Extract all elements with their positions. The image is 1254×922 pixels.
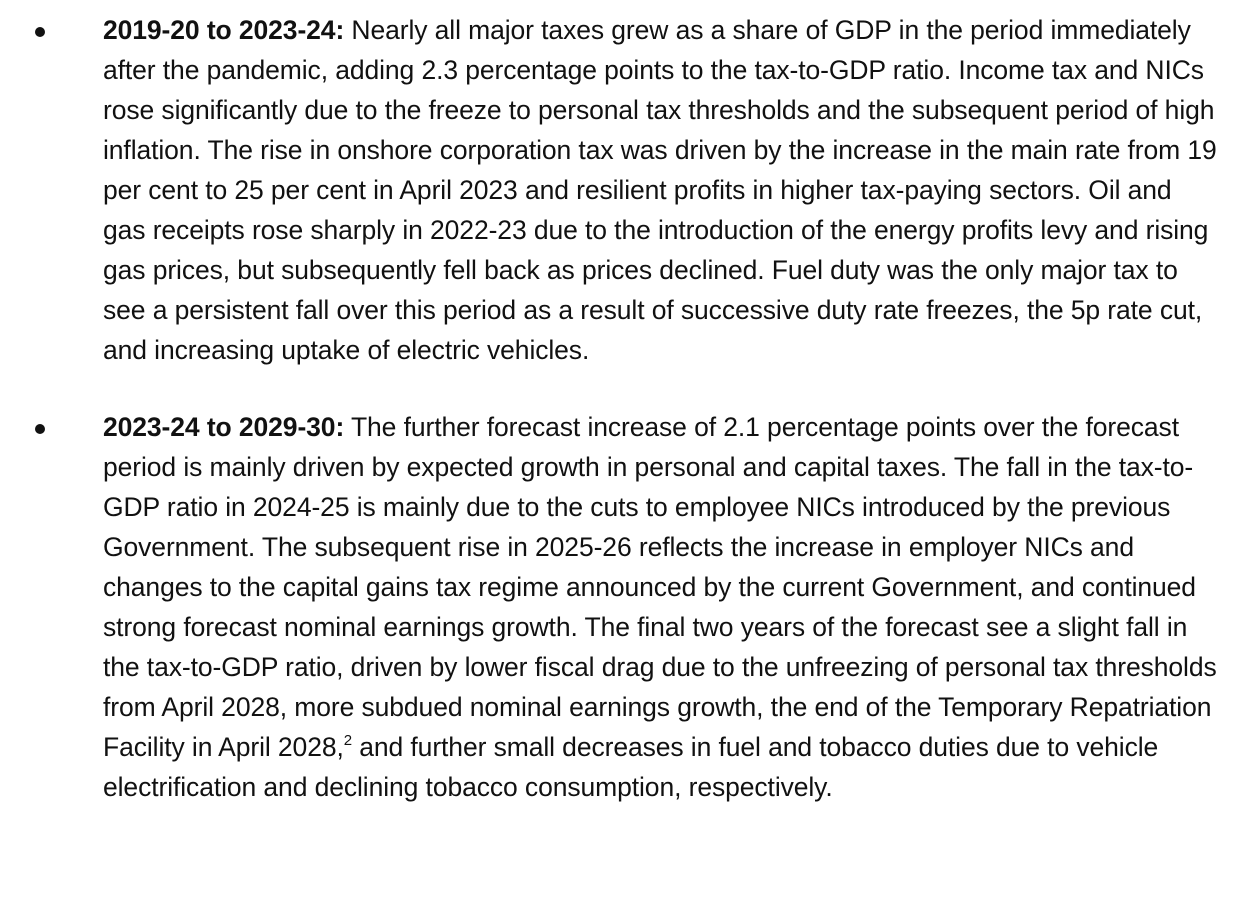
bullet-item-2023-24-to-2029-30	[0, 407, 1254, 807]
bullet-item-2019-20-to-2023-24	[0, 10, 1254, 370]
bullet-text-part-2: and further small decreases in fuel and tobacco duties due to vehicle electrification and declining tobacco consumption, respectively.	[103, 732, 1159, 802]
bullet-heading: 2019-20 to 2023-24:	[103, 15, 345, 45]
bullet-point-icon	[35, 27, 45, 37]
bullet-text-part-1: The further forecast increase of 2.1 percentage points over the forecast period is mainly driven by expected growth in personal and capital taxes. The fall in the tax-to-GDP ratio in 2024-25 is mainly due to the cuts to employee NICs introduced by the previous Government. The subsequent rise in 2025-26 reflects the increase in employer NICs and changes to the capital gains tax regime announced by the current Government, and continued strong forecast nominal earnings growth. The final two years of the forecast see a slight fall in the tax-to-GDP ratio, driven by lower fiscal drag due to the unfreezing of personal tax thresholds from April 2028, more subdued nominal earnings growth, the end of the Temporary Repatriation Facility in April 2028,	[103, 412, 1217, 762]
bullet-heading: 2023-24 to 2029-30:	[103, 412, 345, 442]
bullet-text: Nearly all major taxes grew as a share of GDP in the period immediately after the pandemic, adding 2.3 percentage points to the tax-to-GDP ratio. Income tax and NICs rose significantly due to the freeze to personal tax thresholds and the subsequent period of high inflation. The rise in onshore corporation tax was driven by the increase in the main rate from 19 per cent to 25 per cent in April 2023 and resilient profits in higher tax-paying sectors. Oil and gas receipts rose sharply in 2022-23 due to the introduction of the energy profits levy and rising gas prices, but subsequently fell back as prices declined. Fuel duty was the only major tax to see a persistent fall over this period as a result of successive duty rate freezes, the 5p rate cut, and increasing uptake of electric vehicles.	[103, 15, 1217, 365]
footnote-reference[interactable]: 2	[343, 732, 352, 749]
bullet-point-icon	[35, 424, 45, 434]
